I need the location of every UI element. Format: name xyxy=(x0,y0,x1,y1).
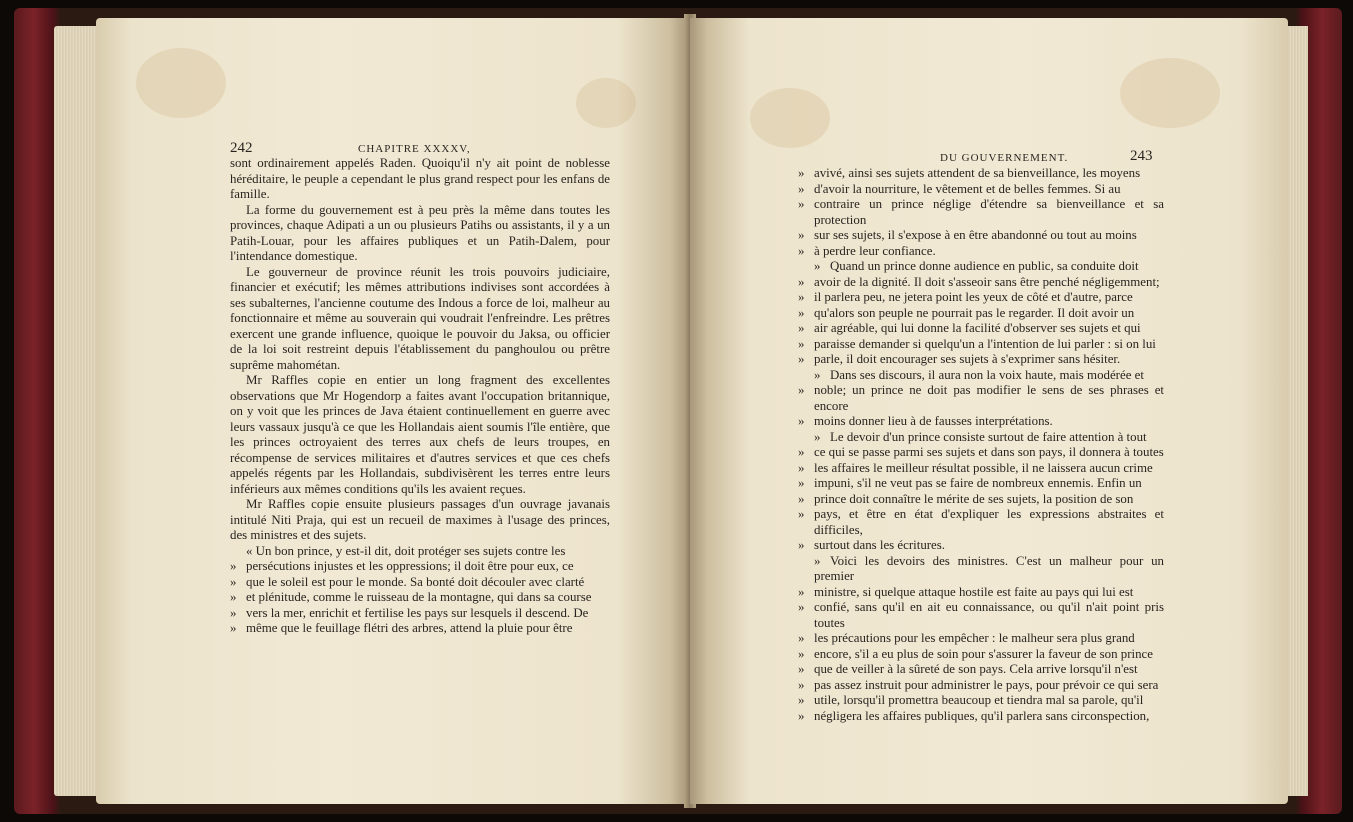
paragraph: La forme du gouvernement est à peu près la même dans toutes les provinces, chaque Adipati a un ou plusieurs Patihs ou assistants, il y a un Patih-Louar, pour les affaires publiques et un Patih-Dalem, pour l'intendance domestique. xyxy=(230,202,610,263)
quote-line: » les affaires le meilleur résultat possible, il ne laissera aucun crime xyxy=(798,461,1164,477)
quote-line: » les précautions pour les empêcher : le malheur sera plus grand xyxy=(798,631,1164,647)
page-number: 242 xyxy=(230,140,253,156)
quote-line: » Quand un prince donne audience en public, sa conduite doit xyxy=(798,259,1164,275)
page-edges-left xyxy=(54,26,100,796)
quote-line: « Un bon prince, y est-il dit, doit protéger ses sujets contre les xyxy=(246,543,566,558)
quote-line: » encore, s'il a eu plus de soin pour s'assurer la faveur de son prince xyxy=(798,647,1164,663)
left-page xyxy=(96,18,688,804)
quote-line: » Le devoir d'un prince consiste surtout de faire attention à tout xyxy=(798,430,1164,446)
quote-line: » ministre, si quelque attaque hostile est faite au pays qui lui est xyxy=(798,585,1164,601)
quote-line: » que le soleil est pour le monde. Sa bonté doit découler avec clarté xyxy=(230,575,610,591)
right-page xyxy=(690,18,1288,804)
paragraph: Mr Raffles copie en entier un long fragment des excellentes observations que Mr Hogendorp a faites avant l'occupation britannique, on y voit que les princes de Java étaient continuellement en guerre avec leurs vassaux jusqu'à ce que les Hollandais aient soumis l'île entière, que les princes octroyaient des terres aux chefs de leurs troupes, en récompense de services militaires et d'autres services et que ces chefs appelés régents par les Hollandais, subdivisèrent les terres entre leurs inférieurs aux mêmes conditions qu'ils les avaient reçues. xyxy=(230,373,610,496)
quote-line: » et plénitude, comme le ruisseau de la montagne, qui dans sa course xyxy=(230,590,610,606)
right-page-body xyxy=(798,166,1164,724)
running-head: CHAPITRE XXXXV, xyxy=(358,143,471,155)
quote-line: » air agréable, qui lui donne la facilité d'observer ses sujets et qui xyxy=(798,321,1164,337)
left-page-header xyxy=(230,140,471,157)
running-head: DU GOUVERNEMENT. xyxy=(940,152,1069,164)
quote-line: » à perdre leur confiance. xyxy=(798,244,1164,260)
paragraph: Mr Raffles copie ensuite plusieurs passages d'un ouvrage javanais intitulé Niti Praja, qui est un recueil de maximes à l'usage des princes, des ministres et des sujets. xyxy=(230,497,610,542)
paragraph: sont ordinairement appelés Raden. Quoiqu'il n'y ait point de noblesse héréditaire, le peuple a cependant le plus grand respect pour les enfans de famille. xyxy=(230,156,610,201)
left-page-body xyxy=(230,156,610,637)
paragraph: Le gouverneur de province réunit les trois pouvoirs judiciaire, financier et exécutif; les mêmes attributions indivises sont accordées à ses subalternes, l'ancienne coutume des Indous a force de loi, malheur au fonctionnaire et même au souverain qui voudrait l'enfreindre. Les prêtres exercent une grande influence, quoique le pouvoir du Jaksa, ou officier de la loi soit restreint depuis l'établissement du panghoulou ou prêtre suprême mahométan. xyxy=(230,264,610,372)
quote-line: » négligera les affaires publiques, qu'il parlera sans circonspection, xyxy=(798,709,1164,725)
quote-line: » paraisse demander si quelqu'un a l'intention de lui parler : si on lui xyxy=(798,337,1164,353)
quote-line: » avivé, ainsi ses sujets attendent de sa bienveillance, les moyens xyxy=(798,166,1164,182)
quote-line: » pas assez instruit pour administrer le pays, pour prévoir ce qui sera xyxy=(798,678,1164,694)
page-number: 243 xyxy=(1130,148,1153,164)
quote-line: » d'avoir la nourriture, le vêtement et de belles femmes. Si au xyxy=(798,182,1164,198)
quote-line: » vers la mer, enrichit et fertilise les pays sur lesquels il descend. De xyxy=(230,606,610,622)
quote-line: » impuni, s'il ne veut pas se faire de nombreux ennemis. Enfin un xyxy=(798,476,1164,492)
quote-line: » Dans ses discours, il aura non la voix haute, mais modérée et xyxy=(798,368,1164,384)
quote-line: » prince doit connaître le mérite de ses sujets, la position de son xyxy=(798,492,1164,508)
quote-line: » utile, lorsqu'il promettra beaucoup et tiendra mal sa parole, qu'il xyxy=(798,693,1164,709)
quote-line: » noble; un prince ne doit pas modifier le sens de ses phrases et encore xyxy=(798,383,1164,414)
foxing-stain xyxy=(750,88,830,148)
quote-line: » même que le feuillage flétri des arbres, attend la pluie pour être xyxy=(230,621,610,637)
quote-line: » ce qui se passe parmi ses sujets et dans son pays, il donnera à toutes xyxy=(798,445,1164,461)
quote-line: » moins donner lieu à de fausses interprétations. xyxy=(798,414,1164,430)
quote-line: » qu'alors son peuple ne pourrait pas le regarder. Il doit avoir un xyxy=(798,306,1164,322)
quote-line: » persécutions injustes et les oppressions; il doit être pour eux, ce xyxy=(230,559,610,575)
quote-line: » il parlera peu, ne jetera point les yeux de côté et d'autre, parce xyxy=(798,290,1164,306)
foxing-stain xyxy=(136,48,226,118)
right-page-header xyxy=(940,148,1153,164)
quote-line: » Voici les devoirs des ministres. C'est un malheur pour un premier xyxy=(798,554,1164,585)
page-edges-right xyxy=(1286,26,1308,796)
quote-line: » confié, sans qu'il en ait eu connaissance, ou qu'il n'ait point pris toutes xyxy=(798,600,1164,631)
foxing-stain xyxy=(1120,58,1220,128)
quote-line: » avoir de la dignité. Il doit s'asseoir sans être penché négligemment; xyxy=(798,275,1164,291)
quote-line: » contraire un prince néglige d'étendre sa bienveillance et sa protection xyxy=(798,197,1164,228)
quote-line: » que de veiller à la sûreté de son pays. Cela arrive lorsqu'il n'est xyxy=(798,662,1164,678)
quote-line: » sur ses sujets, il s'expose à en être abandonné ou tout au moins xyxy=(798,228,1164,244)
quote-line: » surtout dans les écritures. xyxy=(798,538,1164,554)
quote-line: » parle, il doit encourager ses sujets à s'exprimer sans hésiter. xyxy=(798,352,1164,368)
book-spread xyxy=(14,8,1342,814)
foxing-stain xyxy=(576,78,636,128)
quote-line: » pays, et être en état d'expliquer les expressions abstraites et difficiles, xyxy=(798,507,1164,538)
